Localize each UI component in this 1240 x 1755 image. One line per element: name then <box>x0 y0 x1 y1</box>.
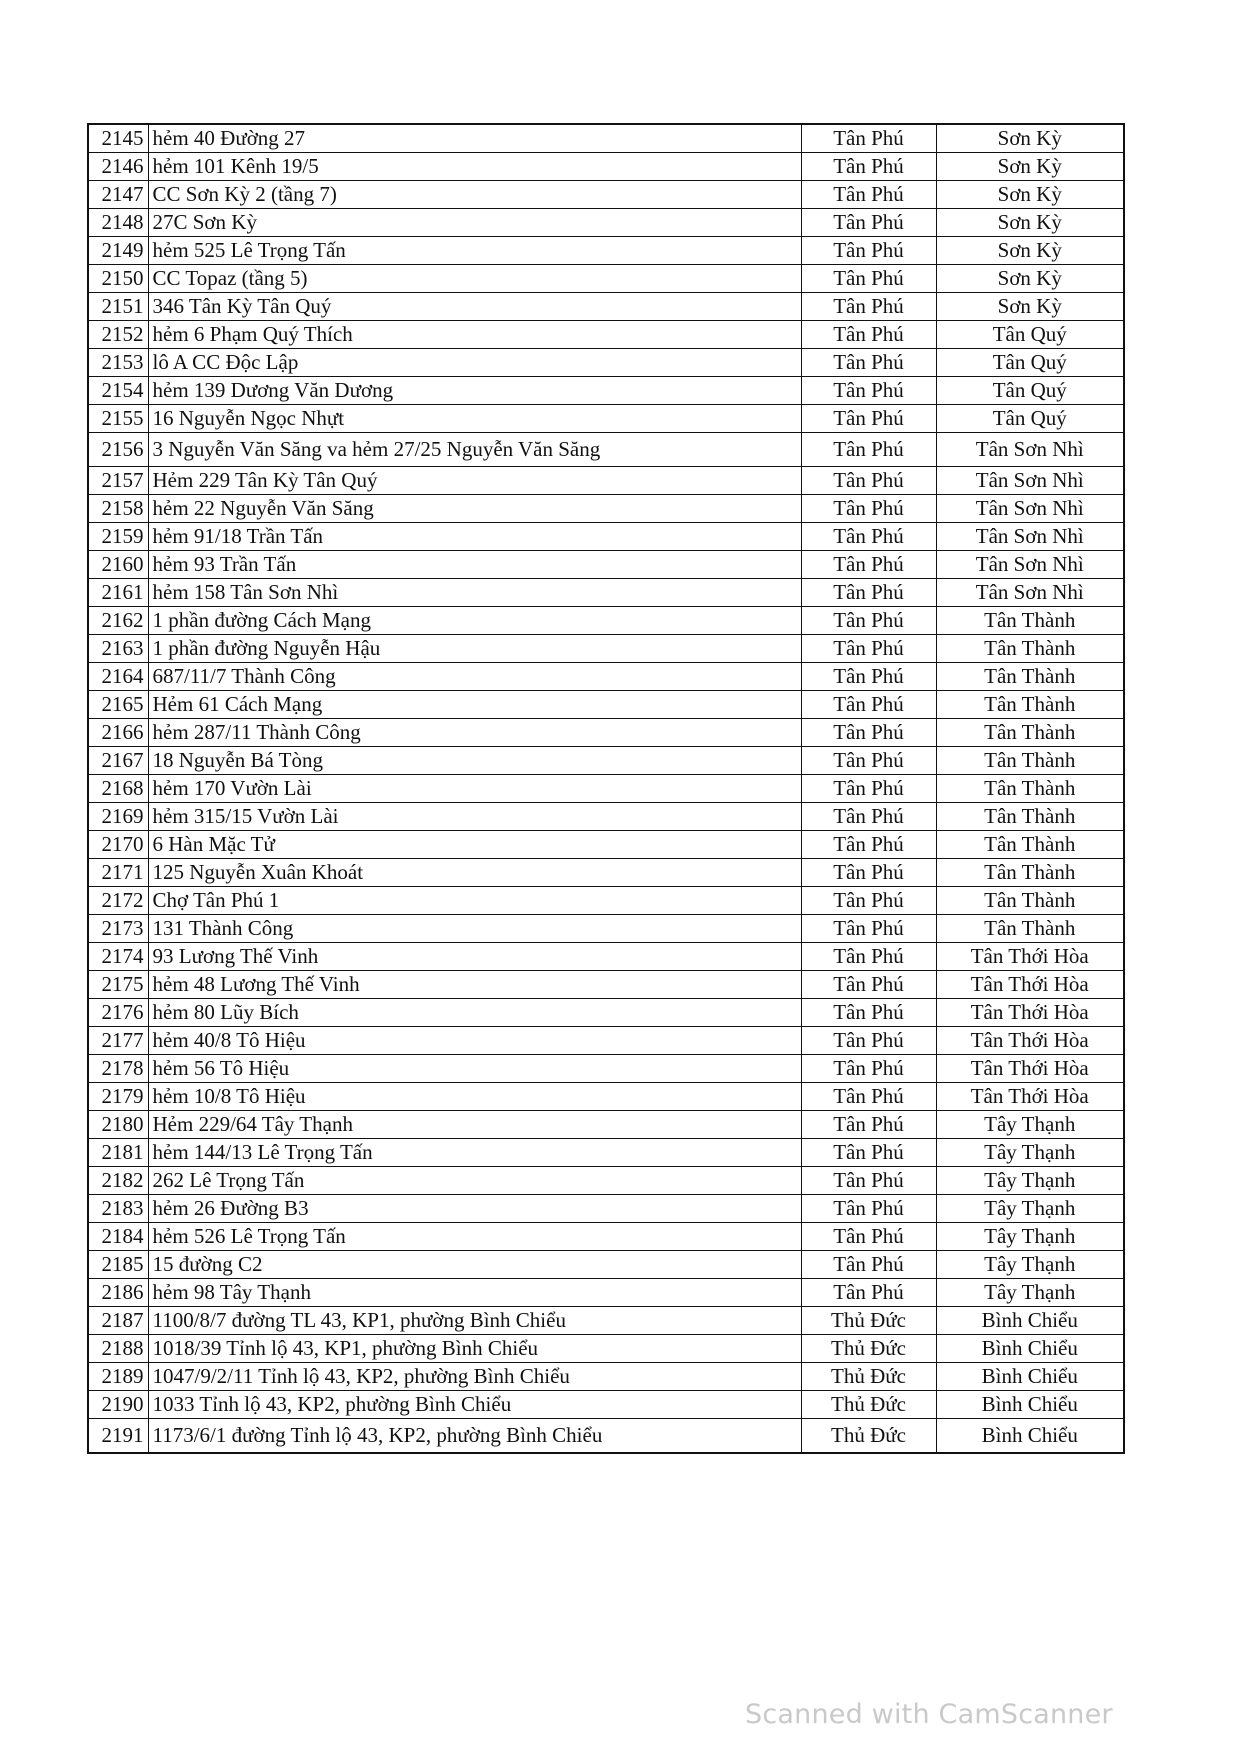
address-cell: 131 Thành Công <box>148 915 801 943</box>
table-row <box>88 719 1124 747</box>
ward-cell: Sơn Kỳ <box>936 237 1124 265</box>
table-row <box>88 1307 1124 1335</box>
district-cell: Tân Phú <box>801 551 936 579</box>
table-row <box>88 859 1124 887</box>
row-number-cell: 2159 <box>88 523 148 551</box>
ward-cell: Tân Sơn Nhì <box>936 467 1124 495</box>
row-number-cell: 2185 <box>88 1251 148 1279</box>
address-cell: CC Sơn Kỳ 2 (tầng 7) <box>148 181 801 209</box>
address-table-body <box>88 124 1124 1453</box>
ward-cell: Tân Thành <box>936 635 1124 663</box>
ward-cell: Tân Quý <box>936 349 1124 377</box>
row-number-cell: 2180 <box>88 1111 148 1139</box>
table-row <box>88 1139 1124 1167</box>
ward-cell: Tây Thạnh <box>936 1139 1124 1167</box>
ward-cell: Tây Thạnh <box>936 1195 1124 1223</box>
table-row <box>88 1335 1124 1363</box>
table-row <box>88 1083 1124 1111</box>
table-row <box>88 691 1124 719</box>
address-cell: 16 Nguyễn Ngọc Nhựt <box>148 405 801 433</box>
ward-cell: Tân Thành <box>936 691 1124 719</box>
row-number-cell: 2146 <box>88 153 148 181</box>
address-cell: 1 phần đường Cách Mạng <box>148 607 801 635</box>
table-row <box>88 775 1124 803</box>
row-number-cell: 2190 <box>88 1391 148 1419</box>
ward-cell: Tân Thành <box>936 607 1124 635</box>
ward-cell: Tây Thạnh <box>936 1279 1124 1307</box>
district-cell: Tân Phú <box>801 321 936 349</box>
district-cell: Tân Phú <box>801 775 936 803</box>
district-cell: Tân Phú <box>801 1083 936 1111</box>
table-row <box>88 1167 1124 1195</box>
ward-cell: Tân Thới Hòa <box>936 999 1124 1027</box>
district-cell: Tân Phú <box>801 971 936 999</box>
row-number-cell: 2187 <box>88 1307 148 1335</box>
ward-cell: Sơn Kỳ <box>936 209 1124 237</box>
address-cell: hẻm 93 Trần Tấn <box>148 551 801 579</box>
ward-cell: Bình Chiểu <box>936 1335 1124 1363</box>
row-number-cell: 2172 <box>88 887 148 915</box>
ward-cell: Sơn Kỳ <box>936 153 1124 181</box>
address-cell: hẻm 98 Tây Thạnh <box>148 1279 801 1307</box>
row-number-cell: 2175 <box>88 971 148 999</box>
row-number-cell: 2148 <box>88 209 148 237</box>
ward-cell: Tân Thới Hòa <box>936 1083 1124 1111</box>
address-cell: 15 đường C2 <box>148 1251 801 1279</box>
row-number-cell: 2181 <box>88 1139 148 1167</box>
table-row <box>88 124 1124 153</box>
address-cell: 6 Hàn Mặc Tử <box>148 831 801 859</box>
table-row <box>88 495 1124 523</box>
ward-cell: Tân Thới Hòa <box>936 1055 1124 1083</box>
table-row <box>88 999 1124 1027</box>
address-cell: 1173/6/1 đường Tỉnh lộ 43, KP2, phường Bình Chiểu <box>148 1419 801 1454</box>
address-cell: hẻm 315/15 Vườn Lài <box>148 803 801 831</box>
table-row <box>88 237 1124 265</box>
district-cell: Tân Phú <box>801 719 936 747</box>
address-cell: hẻm 26 Đường B3 <box>148 1195 801 1223</box>
address-cell: hẻm 287/11 Thành Công <box>148 719 801 747</box>
address-cell: 1100/8/7 đường TL 43, KP1, phường Bình Chiểu <box>148 1307 801 1335</box>
row-number-cell: 2179 <box>88 1083 148 1111</box>
table-row <box>88 551 1124 579</box>
row-number-cell: 2165 <box>88 691 148 719</box>
district-cell: Tân Phú <box>801 803 936 831</box>
district-cell: Tân Phú <box>801 181 936 209</box>
row-number-cell: 2160 <box>88 551 148 579</box>
table-row <box>88 831 1124 859</box>
document-sheet <box>87 123 1123 1454</box>
ward-cell: Sơn Kỳ <box>936 124 1124 153</box>
row-number-cell: 2184 <box>88 1223 148 1251</box>
row-number-cell: 2153 <box>88 349 148 377</box>
address-cell: 1 phần đường Nguyễn Hậu <box>148 635 801 663</box>
district-cell: Tân Phú <box>801 635 936 663</box>
address-cell: 1018/39 Tỉnh lộ 43, KP1, phường Bình Chiểu <box>148 1335 801 1363</box>
district-cell: Tân Phú <box>801 887 936 915</box>
row-number-cell: 2158 <box>88 495 148 523</box>
district-cell: Tân Phú <box>801 1167 936 1195</box>
table-row <box>88 915 1124 943</box>
address-cell: 3 Nguyễn Văn Săng va hẻm 27/25 Nguyễn Văn Săng <box>148 433 801 467</box>
district-cell: Tân Phú <box>801 915 936 943</box>
district-cell: Tân Phú <box>801 523 936 551</box>
row-number-cell: 2150 <box>88 265 148 293</box>
district-cell: Tân Phú <box>801 747 936 775</box>
table-row <box>88 321 1124 349</box>
district-cell: Tân Phú <box>801 999 936 1027</box>
district-cell: Tân Phú <box>801 237 936 265</box>
row-number-cell: 2167 <box>88 747 148 775</box>
table-row <box>88 265 1124 293</box>
district-cell: Tân Phú <box>801 1251 936 1279</box>
ward-cell: Tân Quý <box>936 405 1124 433</box>
address-cell: Hẻm 229/64 Tây Thạnh <box>148 1111 801 1139</box>
table-row <box>88 1363 1124 1391</box>
row-number-cell: 2161 <box>88 579 148 607</box>
ward-cell: Tân Thành <box>936 747 1124 775</box>
address-cell: 346 Tân Kỳ Tân Quý <box>148 293 801 321</box>
row-number-cell: 2168 <box>88 775 148 803</box>
table-row <box>88 1279 1124 1307</box>
ward-cell: Tân Thành <box>936 831 1124 859</box>
table-row <box>88 209 1124 237</box>
table-row <box>88 1055 1124 1083</box>
table-row <box>88 153 1124 181</box>
ward-cell: Tây Thạnh <box>936 1223 1124 1251</box>
address-cell: hẻm 48 Lương Thế Vinh <box>148 971 801 999</box>
row-number-cell: 2163 <box>88 635 148 663</box>
table-row <box>88 887 1124 915</box>
address-cell: Chợ Tân Phú 1 <box>148 887 801 915</box>
ward-cell: Tây Thạnh <box>936 1111 1124 1139</box>
address-cell: Hẻm 229 Tân Kỳ Tân Quý <box>148 467 801 495</box>
district-cell: Tân Phú <box>801 579 936 607</box>
district-cell: Tân Phú <box>801 377 936 405</box>
row-number-cell: 2149 <box>88 237 148 265</box>
ward-cell: Tây Thạnh <box>936 1167 1124 1195</box>
ward-cell: Sơn Kỳ <box>936 293 1124 321</box>
district-cell: Tân Phú <box>801 1195 936 1223</box>
camscanner-watermark: Scanned with CamScanner <box>745 1699 1113 1730</box>
district-cell: Tân Phú <box>801 433 936 467</box>
ward-cell: Bình Chiểu <box>936 1391 1124 1419</box>
district-cell: Tân Phú <box>801 1279 936 1307</box>
ward-cell: Tân Sơn Nhì <box>936 523 1124 551</box>
district-cell: Thủ Đức <box>801 1335 936 1363</box>
address-table <box>87 123 1125 1454</box>
table-row <box>88 523 1124 551</box>
row-number-cell: 2186 <box>88 1279 148 1307</box>
table-row <box>88 747 1124 775</box>
ward-cell: Tân Quý <box>936 321 1124 349</box>
row-number-cell: 2154 <box>88 377 148 405</box>
row-number-cell: 2147 <box>88 181 148 209</box>
ward-cell: Bình Chiểu <box>936 1419 1124 1454</box>
district-cell: Tân Phú <box>801 1223 936 1251</box>
row-number-cell: 2151 <box>88 293 148 321</box>
ward-cell: Tân Sơn Nhì <box>936 433 1124 467</box>
ward-cell: Tân Thành <box>936 663 1124 691</box>
district-cell: Tân Phú <box>801 607 936 635</box>
ward-cell: Tân Sơn Nhì <box>936 579 1124 607</box>
ward-cell: Tây Thạnh <box>936 1251 1124 1279</box>
address-cell: hẻm 139 Dương Văn Dương <box>148 377 801 405</box>
address-cell: 93 Lương Thế Vinh <box>148 943 801 971</box>
address-cell: hẻm 526 Lê Trọng Tấn <box>148 1223 801 1251</box>
row-number-cell: 2176 <box>88 999 148 1027</box>
ward-cell: Sơn Kỳ <box>936 181 1124 209</box>
table-row <box>88 803 1124 831</box>
table-row <box>88 293 1124 321</box>
row-number-cell: 2155 <box>88 405 148 433</box>
address-cell: 27C Sơn Kỳ <box>148 209 801 237</box>
table-row <box>88 433 1124 467</box>
table-row <box>88 467 1124 495</box>
district-cell: Tân Phú <box>801 153 936 181</box>
ward-cell: Tân Thới Hòa <box>936 943 1124 971</box>
address-cell: hẻm 40 Đường 27 <box>148 124 801 153</box>
row-number-cell: 2177 <box>88 1027 148 1055</box>
ward-cell: Tân Thành <box>936 887 1124 915</box>
table-row <box>88 1027 1124 1055</box>
address-cell: hẻm 91/18 Trần Tấn <box>148 523 801 551</box>
address-cell: 18 Nguyễn Bá Tòng <box>148 747 801 775</box>
table-row <box>88 607 1124 635</box>
ward-cell: Tân Thới Hòa <box>936 971 1124 999</box>
address-cell: 687/11/7 Thành Công <box>148 663 801 691</box>
row-number-cell: 2188 <box>88 1335 148 1363</box>
ward-cell: Tân Sơn Nhì <box>936 551 1124 579</box>
row-number-cell: 2156 <box>88 433 148 467</box>
address-cell: Hẻm 61 Cách Mạng <box>148 691 801 719</box>
ward-cell: Tân Thành <box>936 803 1124 831</box>
table-row <box>88 1111 1124 1139</box>
district-cell: Tân Phú <box>801 209 936 237</box>
address-cell: hẻm 144/13 Lê Trọng Tấn <box>148 1139 801 1167</box>
row-number-cell: 2170 <box>88 831 148 859</box>
address-cell: hẻm 56 Tô Hiệu <box>148 1055 801 1083</box>
district-cell: Thủ Đức <box>801 1391 936 1419</box>
address-cell: hẻm 80 Lũy Bích <box>148 999 801 1027</box>
row-number-cell: 2164 <box>88 663 148 691</box>
table-row <box>88 349 1124 377</box>
table-row <box>88 635 1124 663</box>
table-row <box>88 181 1124 209</box>
district-cell: Tân Phú <box>801 831 936 859</box>
row-number-cell: 2145 <box>88 124 148 153</box>
ward-cell: Tân Thành <box>936 775 1124 803</box>
district-cell: Tân Phú <box>801 124 936 153</box>
row-number-cell: 2191 <box>88 1419 148 1454</box>
ward-cell: Sơn Kỳ <box>936 265 1124 293</box>
ward-cell: Tân Thới Hòa <box>936 1027 1124 1055</box>
address-cell: hẻm 22 Nguyễn Văn Săng <box>148 495 801 523</box>
district-cell: Tân Phú <box>801 293 936 321</box>
address-cell: hẻm 525 Lê Trọng Tấn <box>148 237 801 265</box>
table-row <box>88 1223 1124 1251</box>
district-cell: Thủ Đức <box>801 1307 936 1335</box>
address-cell: hẻm 40/8 Tô Hiệu <box>148 1027 801 1055</box>
district-cell: Thủ Đức <box>801 1363 936 1391</box>
district-cell: Tân Phú <box>801 663 936 691</box>
district-cell: Tân Phú <box>801 467 936 495</box>
ward-cell: Tân Quý <box>936 377 1124 405</box>
row-number-cell: 2157 <box>88 467 148 495</box>
ward-cell: Tân Thành <box>936 859 1124 887</box>
ward-cell: Tân Thành <box>936 719 1124 747</box>
row-number-cell: 2171 <box>88 859 148 887</box>
row-number-cell: 2169 <box>88 803 148 831</box>
table-row <box>88 579 1124 607</box>
address-cell: hẻm 158 Tân Sơn Nhì <box>148 579 801 607</box>
table-row <box>88 943 1124 971</box>
row-number-cell: 2162 <box>88 607 148 635</box>
address-cell: 262 Lê Trọng Tấn <box>148 1167 801 1195</box>
table-row <box>88 1391 1124 1419</box>
address-cell: hẻm 170 Vườn Lài <box>148 775 801 803</box>
row-number-cell: 2189 <box>88 1363 148 1391</box>
row-number-cell: 2173 <box>88 915 148 943</box>
district-cell: Tân Phú <box>801 859 936 887</box>
address-cell: 125 Nguyễn Xuân Khoát <box>148 859 801 887</box>
district-cell: Tân Phú <box>801 1111 936 1139</box>
district-cell: Tân Phú <box>801 943 936 971</box>
address-cell: hẻm 10/8 Tô Hiệu <box>148 1083 801 1111</box>
ward-cell: Bình Chiểu <box>936 1307 1124 1335</box>
address-cell: lô A CC Độc Lập <box>148 349 801 377</box>
table-row <box>88 1251 1124 1279</box>
address-cell: hẻm 101 Kênh 19/5 <box>148 153 801 181</box>
address-cell: CC Topaz (tầng 5) <box>148 265 801 293</box>
district-cell: Thủ Đức <box>801 1419 936 1454</box>
table-row <box>88 377 1124 405</box>
table-row <box>88 1195 1124 1223</box>
address-cell: hẻm 6 Phạm Quý Thích <box>148 321 801 349</box>
table-row <box>88 405 1124 433</box>
district-cell: Tân Phú <box>801 405 936 433</box>
table-row <box>88 663 1124 691</box>
row-number-cell: 2174 <box>88 943 148 971</box>
table-row <box>88 971 1124 999</box>
row-number-cell: 2183 <box>88 1195 148 1223</box>
ward-cell: Bình Chiểu <box>936 1363 1124 1391</box>
district-cell: Tân Phú <box>801 349 936 377</box>
ward-cell: Tân Thành <box>936 915 1124 943</box>
district-cell: Tân Phú <box>801 1055 936 1083</box>
district-cell: Tân Phú <box>801 1139 936 1167</box>
district-cell: Tân Phú <box>801 1027 936 1055</box>
row-number-cell: 2182 <box>88 1167 148 1195</box>
row-number-cell: 2166 <box>88 719 148 747</box>
district-cell: Tân Phú <box>801 265 936 293</box>
address-cell: 1047/9/2/11 Tỉnh lộ 43, KP2, phường Bình Chiểu <box>148 1363 801 1391</box>
row-number-cell: 2178 <box>88 1055 148 1083</box>
table-row <box>88 1419 1124 1454</box>
district-cell: Tân Phú <box>801 691 936 719</box>
district-cell: Tân Phú <box>801 495 936 523</box>
ward-cell: Tân Sơn Nhì <box>936 495 1124 523</box>
address-cell: 1033 Tỉnh lộ 43, KP2, phường Bình Chiểu <box>148 1391 801 1419</box>
row-number-cell: 2152 <box>88 321 148 349</box>
